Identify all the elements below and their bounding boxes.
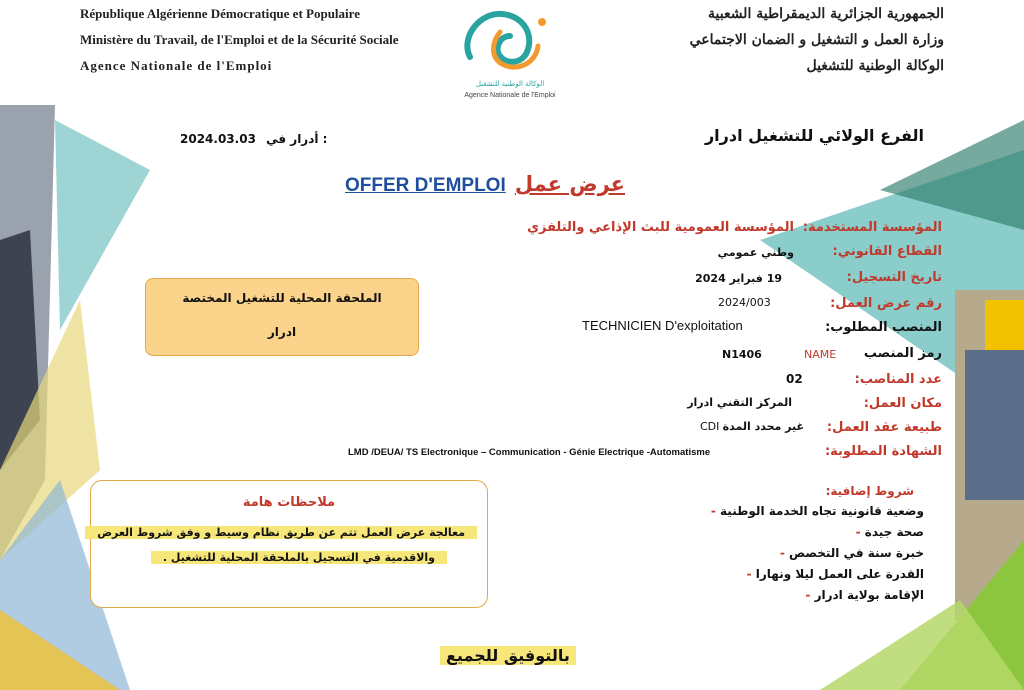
condition-item-2: صحة جيدة - (855, 525, 924, 539)
right-photo-worker-body (965, 350, 1024, 500)
header-ar-line1: الجمهورية الجزائرية الديمقراطية الشعبية (707, 6, 944, 22)
code-name: NAME (804, 348, 837, 361)
logo-text-fr: Agence Nationale de l'Emploi (464, 92, 556, 99)
sector-value: وطني عمومي (717, 246, 794, 259)
place-label: مكان العمل: (863, 396, 942, 411)
agency-box-line2: ادرار (267, 325, 297, 339)
condition-item-4: القدرة على العمل ليلا ونهارا - (746, 567, 924, 581)
header-fr-line1: République Algérienne Démocratique et Populaire (80, 6, 360, 21)
left-teal-triangle (55, 120, 150, 330)
condition-item-3: خبرة سنة في التخصص - (779, 546, 924, 560)
notes-box (90, 480, 488, 608)
contract-label: طبيعة عقد العمل: (826, 420, 942, 435)
notes-line1: معالجة عرض العمل تتم عن طريق نظام وسيط و وفق شروط العرض (85, 526, 477, 539)
agency-box (145, 278, 419, 356)
reg-date-value: 19 فبراير 2024 (695, 272, 782, 285)
header-fr-line3: Agence Nationale de l'Emploi (80, 58, 273, 73)
footer-good-luck: بالتوفيق للجميع (440, 646, 576, 665)
count-value: 02 (786, 372, 803, 386)
header-ar-line2: وزارة العمل و التشغيل و الضمان الاجتماعي (689, 32, 944, 48)
notes-line2: والاقدمية في التسجيل بالملحقة المحلية للتشغيل . (151, 551, 447, 564)
branch-title: الفرع الولائي للتشغيل ادرار (704, 126, 924, 145)
diploma-value: LMD /DEUA/ TS Electronique – Communication - Génie Electrique -Automatisme (348, 447, 711, 458)
contract-value: غير محدد المدة (722, 420, 804, 433)
position-value: TECHNICIEN D'exploitation (582, 318, 743, 333)
notes-title: ملاحظات هامة (242, 495, 336, 510)
logo-text-ar: الوكالة الوطنية للتشغيل (475, 80, 545, 88)
header-fr-line2: Ministère du Travail, de l'Emploi et de la Sécurité Sociale (80, 32, 399, 47)
employer-value: المؤسسة العمومية للبث الإذاعي والتلفزي (527, 220, 794, 235)
code-label: رمز المنصب (863, 346, 942, 361)
code-value: N1406 (722, 348, 762, 361)
offer-title-fr: OFFER D'EMPLOI (345, 175, 506, 196)
logo-mark (440, 2, 570, 72)
branch-date-label: أدرار في : (266, 132, 328, 146)
count-label: عدد المناصب: (854, 372, 942, 387)
sector-label: القطاع القانوني: (832, 244, 942, 259)
employer-label: المؤسسة المستخدمة: (802, 220, 942, 235)
contract-code: CDI (700, 420, 720, 433)
offer-num-label: رقم عرض العمل: (830, 296, 942, 311)
position-label: المنصب المطلوب: (825, 320, 942, 335)
conditions-list (624, 504, 924, 609)
condition-item-5: الإقامة بولاية ادرار - (805, 588, 924, 602)
offer-title (345, 172, 625, 197)
branch-date (180, 132, 327, 146)
agency-logo (440, 2, 570, 104)
place-value: المركز التقني ادرار (687, 396, 792, 409)
right-photo-worker-helmet (985, 300, 1024, 350)
reg-date-label: تاريخ التسجيل: (846, 270, 942, 285)
condition-item-1: وضعية قانونية تجاه الخدمة الوطنية - (710, 504, 924, 518)
conditions-title: شروط إضافية: (825, 484, 914, 498)
offer-title-ar: عرض عمل (514, 172, 625, 196)
branch-date-value: 2024.03.03 (180, 132, 256, 146)
diploma-label: الشهادة المطلوبة: (824, 444, 942, 459)
header-ar-line3: الوكالة الوطنية للتشغيل (806, 58, 944, 74)
offer-num-value: 2024/003 (718, 296, 771, 309)
agency-box-line1: الملحقة المحلية للتشغيل المختصة (182, 291, 382, 305)
